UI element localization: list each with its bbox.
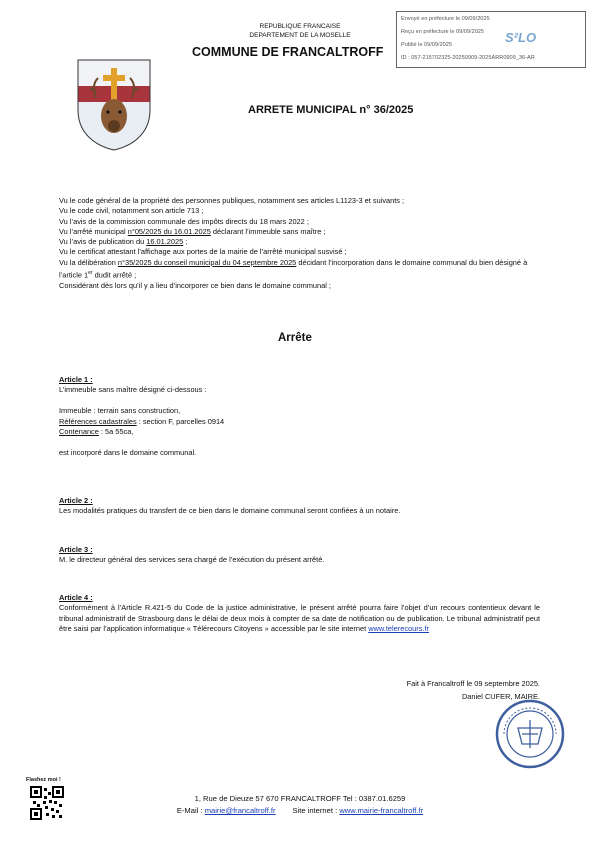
stamp-published: Publié le 09/09/2025 [401,42,453,48]
article-heading: Article 3 : [59,545,93,554]
article-text: Contenance : 5a 55ca, [59,427,134,437]
article-text: est incorporé dans le domaine communal. [59,447,197,457]
stamp-id: ID : 057-215702325-20250909-2025ARR0909_36-AR [401,55,535,61]
footer-contacts: E-Mail : mairie@francaltroff.fr Site internet : www.mairie-francaltroff.fr [176,806,424,815]
article-text: M. le directeur général des services sera chargé de l’exécution du présent arrêté. [59,555,325,565]
article-1 [59,375,540,458]
article-text: Les modalités pratiques du transfert de ce bien dans le domaine communal seront confiées à un notaire. [59,506,401,516]
arrete-title: ARRETE MUNICIPAL n° 36/2025 [248,104,414,116]
article-4 [59,593,540,635]
vu-line: Vu la délibération n°35/2025 du conseil municipal du 04 septembre 2025 décidant l’incorporation dans le domaine communal du bien désigné à l’article 1er dudit arrêté ; [59,257,528,280]
article-2 [59,496,540,517]
republic-label: REPUBLIQUE FRANCAISE [259,23,341,30]
article-text: Références cadastrales : section F, parcelles 0914 [59,416,225,426]
footer-address: 1, Rue de Dieuze 57 670 FRANCALTROFF Tel : 0387.01.6259 [194,794,406,803]
article-heading: Article 4 : [59,593,93,602]
arrete-heading: Arrête [278,332,312,344]
email-link[interactable]: mairie@francaltroff.fr [204,806,276,815]
stamp-sent: Envoyé en préfecture le 09/09/2025 [401,16,490,22]
vu-line: Vu l’avis de publication du 16.01.2025 ; [59,237,188,247]
article-heading: Article 1 : [59,375,93,384]
article-heading: Article 2 : [59,496,93,505]
article-text: Immeuble : terrain sans construction, [59,406,181,416]
coat-of-arms-logo [76,58,152,152]
stamp-received: Reçu en préfecture le 09/09/2025 [401,29,485,35]
article-text: Conformément à l’Article R.421-5 du Code de la justice administrative, le présent arrêté pourra faire l’objet d’un recours contentieux devant le tribunal administratif de Strasbourg dans le délai de deux mois à compter de sa date de notification ou de publication. Le tribunal administratif peut être saisi par l’application informatique « Télérecours Citoyens » accessible par le site internet www.telerecours.fr [59,603,540,634]
commune-title: COMMUNE DE FRANCALTROFF [192,45,384,59]
slo-logo: S²LO [505,30,537,45]
flash-label: Flashez moi ! [26,777,61,783]
vu-line: Considérant dès lors qu’il y a lieu d’incorporer ce bien dans le domaine communal ; [59,280,331,290]
telerecours-link[interactable]: www.telerecours.fr [368,624,429,634]
place-date: Fait à Francaltroff le 09 septembre 2025. [406,679,540,688]
article-3 [59,545,540,566]
header-block [210,22,390,40]
department-label: DEPARTEMENT DE LA MOSELLE [249,32,351,39]
vu-line: Vu le code civil, notamment son article 713 ; [59,206,204,216]
signatory: Daniel CUFER, MAIRE. [461,691,540,701]
prefecture-stamp [396,11,586,68]
vu-line: Vu l’arrêté municipal n°05/2025 du 16.01.2025 déclarant l’immeuble sans maître ; [59,226,326,236]
preamble [59,196,539,291]
vu-line: Vu le certificat attestant l’affichage aux portes de la mairie de l’arrêté municipal susvisé ; [59,247,347,257]
vu-line: Vu l’avis de la commission communale des impôts directs du 18 mars 2022 ; [59,216,309,226]
footer [100,793,500,817]
vu-line: Vu le code général de la propriété des personnes publiques, notamment ses articles L1123-3 et suivants ; [59,196,405,205]
website-link[interactable]: www.mairie-francaltroff.fr [339,806,424,815]
qr-code[interactable] [30,786,64,820]
article-text: L’immeuble sans maître désigné ci-dessous : [59,385,207,395]
mairie-seal-stamp [494,698,566,770]
